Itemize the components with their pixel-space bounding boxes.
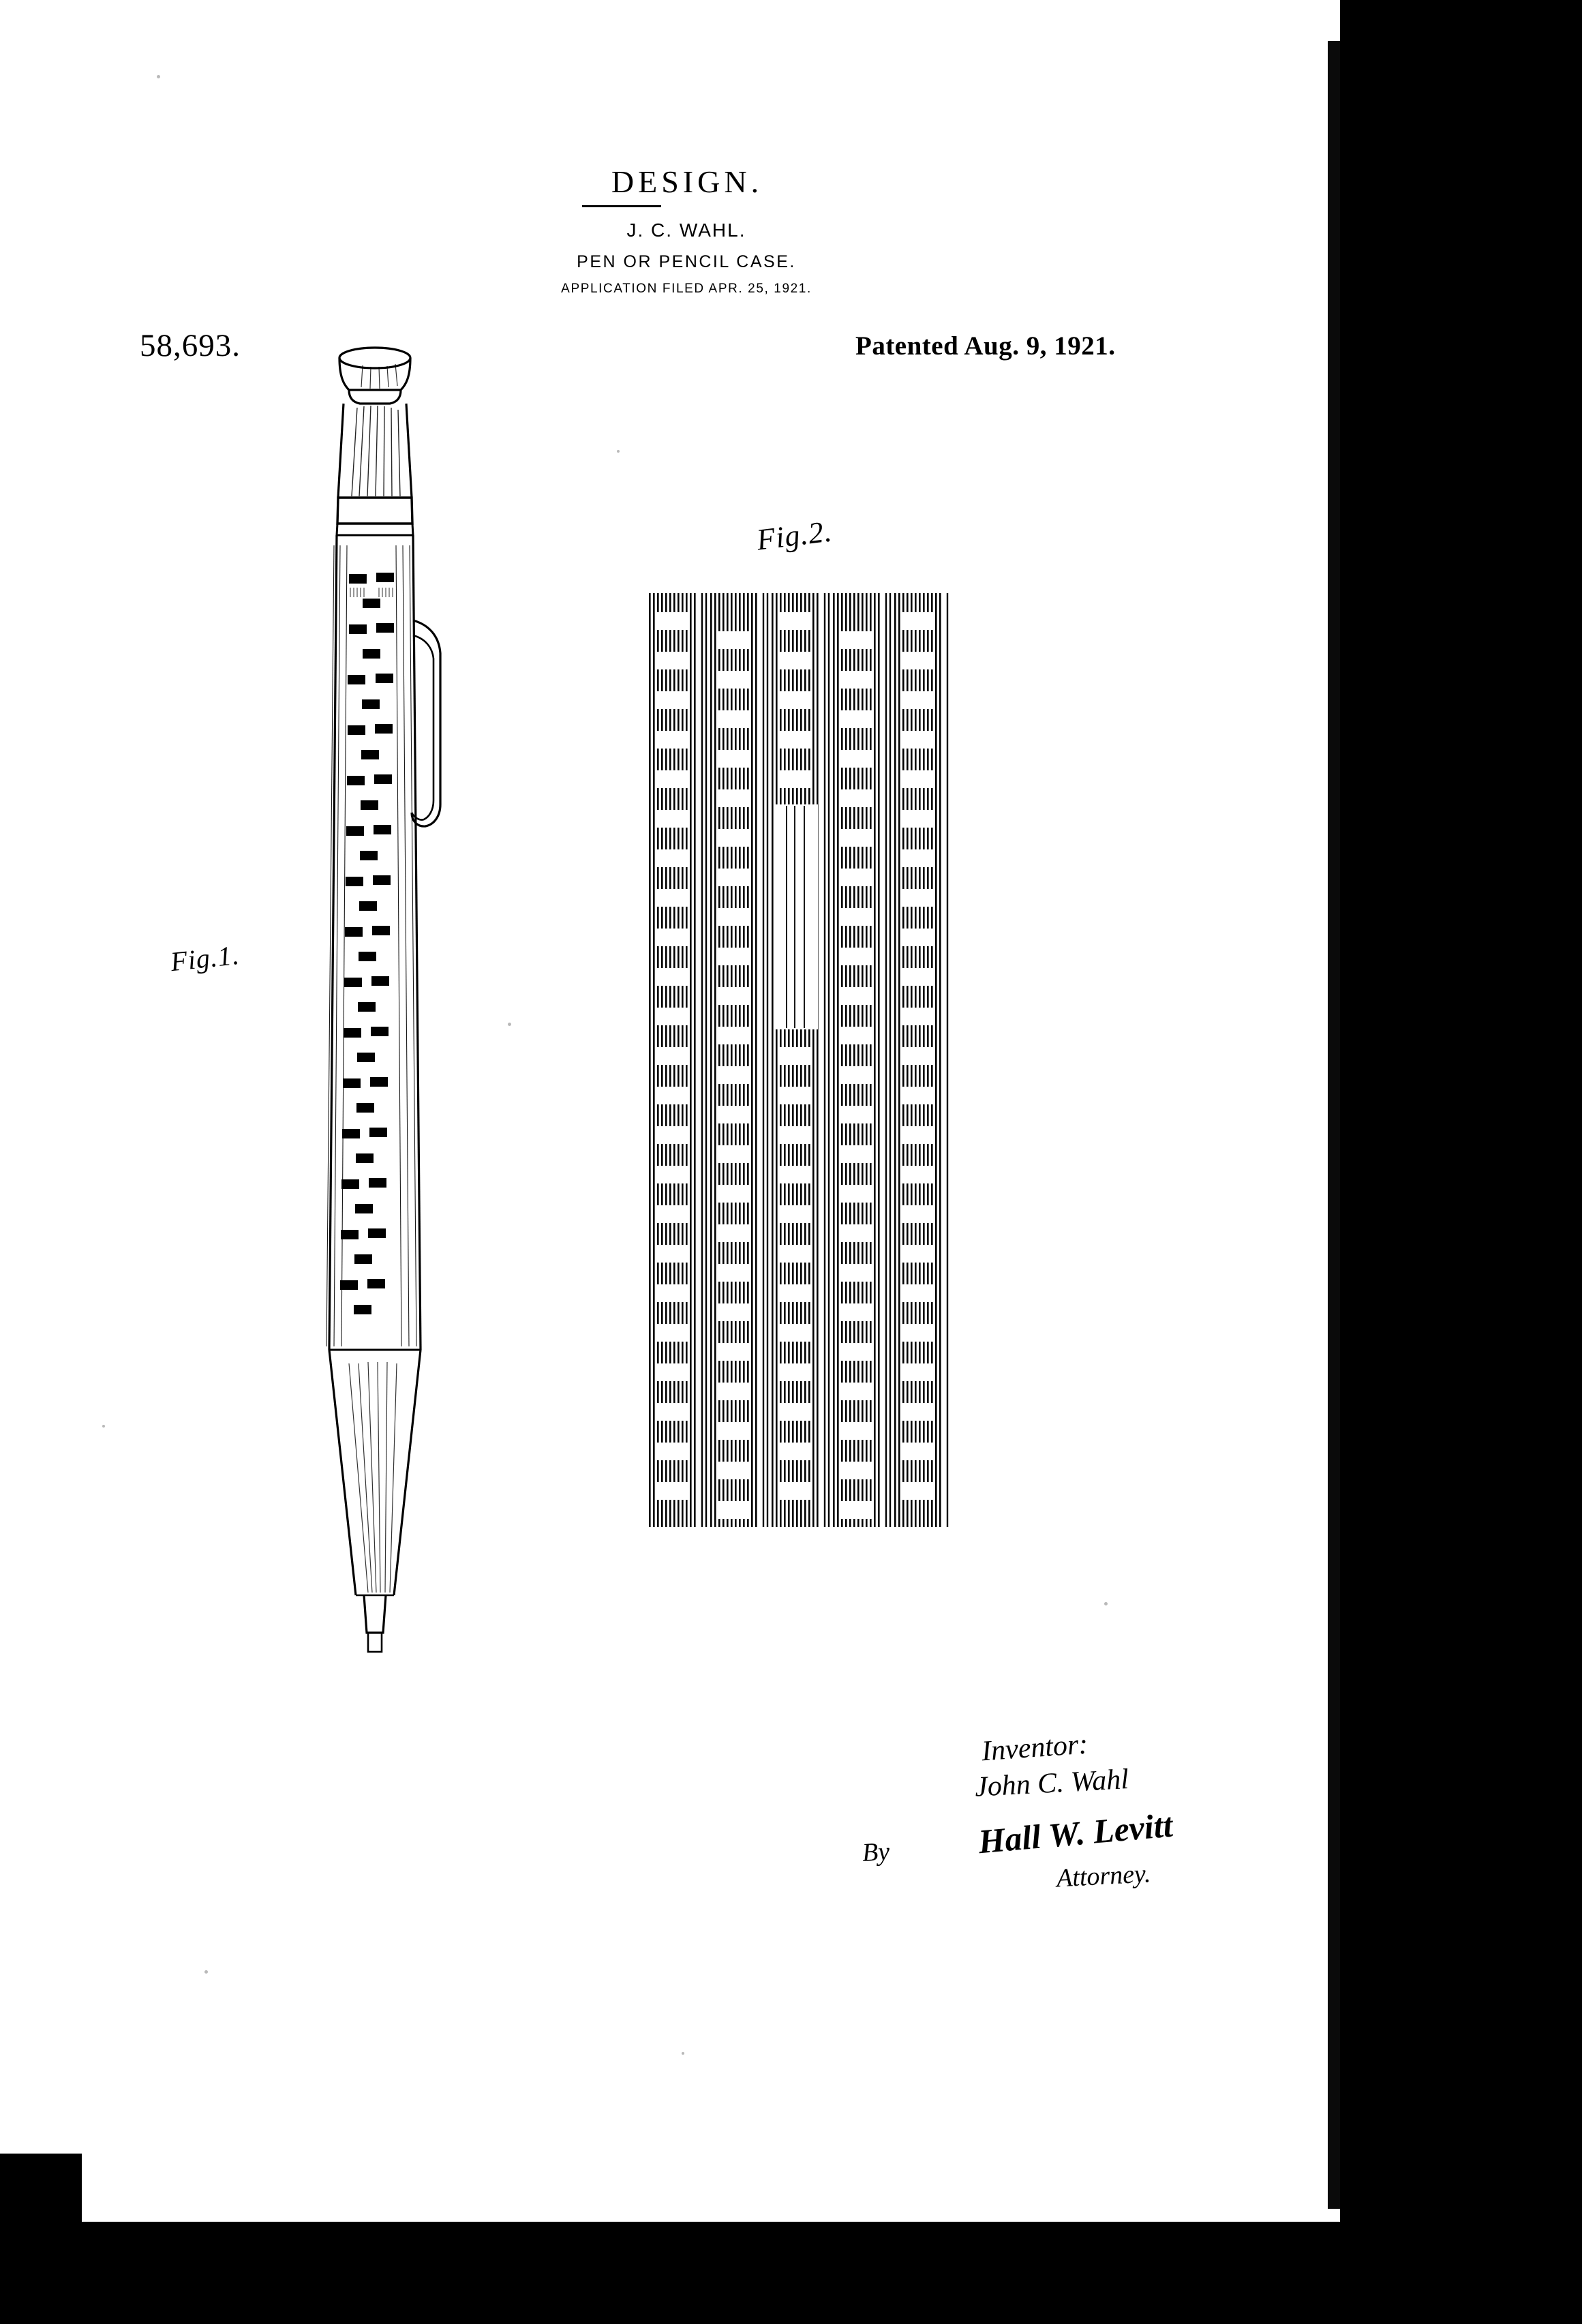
inventor-signature: John C. Wahl: [973, 1764, 1130, 1803]
scan-speck: [617, 450, 620, 453]
scan-edge-right-inner: [1328, 41, 1340, 2209]
header-inventor-line: J. C. WAHL.: [626, 220, 746, 241]
page-title: DESIGN.: [611, 164, 763, 199]
title-underline: [582, 205, 661, 207]
attorney-signature: Hall W. Levitt: [977, 1805, 1174, 1861]
patent-number: 58,693.: [140, 328, 241, 363]
scan-speck: [682, 2052, 684, 2055]
scan-speck: [1104, 1602, 1108, 1605]
scan-speck: [204, 1970, 208, 1974]
figure-2-label: Fig.2.: [755, 514, 834, 557]
scan-edge-right: [1340, 0, 1582, 2324]
by-label: By: [861, 1837, 891, 1868]
scan-speck: [102, 1425, 105, 1428]
scan-edge-bottom-left: [0, 2154, 82, 2324]
sheet-header: [0, 164, 1340, 297]
patent-date: Patented Aug. 9, 1921.: [855, 331, 1116, 361]
scan-edge-bottom: [0, 2222, 1582, 2324]
signature-block: [845, 1728, 1268, 1936]
scan-speck: [508, 1023, 511, 1026]
figure-2-drawing: [641, 586, 995, 1534]
figure-1-label: Fig.1.: [168, 939, 241, 978]
punch-hole-icon: [1285, 1081, 1311, 1104]
scan-speck: [157, 75, 160, 78]
header-subject-line: PEN OR PENCIL CASE.: [577, 252, 796, 271]
header-filing-line: APPLICATION FILED APR. 25, 1921.: [561, 282, 812, 296]
figure-1-drawing: [273, 327, 477, 1834]
attorney-label: Attorney.: [1055, 1859, 1152, 1893]
inventor-label: Inventor:: [980, 1728, 1089, 1768]
punch-hole-icon: [1285, 1909, 1309, 1932]
